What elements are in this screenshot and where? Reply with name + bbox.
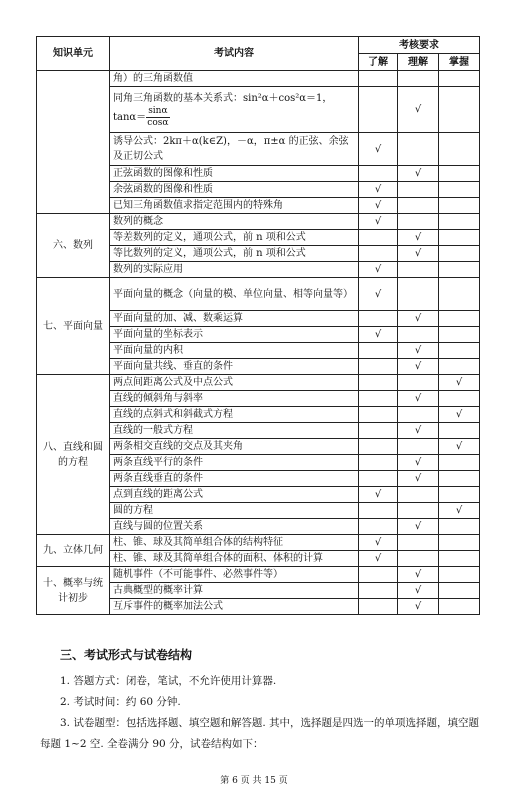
content-cell: 已知三角函数值求指定范围内的特殊角: [110, 198, 359, 214]
header-requirements: 考核要求: [359, 37, 480, 54]
content-cell: 平面向量的坐标表示: [110, 327, 359, 343]
unit-cell: 九、立体几何: [37, 535, 110, 567]
check-cell: [439, 455, 480, 471]
unit-cell: 十、概率与统计初步: [37, 567, 110, 615]
content-cell: 数列的实际应用: [110, 262, 359, 278]
check-cell: [359, 359, 398, 375]
check-cell: [398, 278, 439, 311]
check-mark: √: [398, 311, 439, 327]
check-mark: √: [439, 503, 480, 519]
content-cell: 古典概型的概率计算: [110, 583, 359, 599]
content-cell: 平面向量的内积: [110, 343, 359, 359]
section-title: 三、考试形式与试卷结构: [60, 648, 193, 662]
header-level-understand: 了解: [359, 54, 398, 71]
check-cell: [359, 343, 398, 359]
check-cell: [439, 214, 480, 230]
check-cell: [439, 133, 480, 166]
check-cell: [359, 583, 398, 599]
check-cell: [359, 567, 398, 583]
check-mark: √: [359, 487, 398, 503]
check-mark: √: [398, 567, 439, 583]
check-cell: [359, 166, 398, 182]
content-cell: 等比数列的定义，通项公式，前 n 项和公式: [110, 246, 359, 262]
content-cell: 数列的概念: [110, 214, 359, 230]
check-cell: [398, 535, 439, 551]
content-cell: 直线的倾斜角与斜率: [110, 391, 359, 407]
content-cell: 直线的点斜式和斜截式方程: [110, 407, 359, 423]
check-cell: [398, 439, 439, 455]
check-mark: √: [398, 87, 439, 133]
check-cell: [398, 551, 439, 567]
fraction-numerator: sinα: [148, 105, 168, 116]
syllabus-table: [36, 36, 480, 615]
check-cell: [439, 551, 480, 567]
paragraph-question-types: 3. 试卷题型：包括选择题、填空题和解答题. 其中，选择题是四选一的单项选择题，填空题每题 1~2 空. 全卷满分 90 分，试卷结构如下：: [40, 717, 480, 750]
check-cell: [439, 246, 480, 262]
check-cell: [359, 375, 398, 391]
check-cell: [359, 246, 398, 262]
content-cell: 直线的一般式方程: [110, 423, 359, 439]
check-cell: [398, 375, 439, 391]
check-mark: √: [398, 359, 439, 375]
check-cell: [359, 423, 398, 439]
content-cell: 圆的方程: [110, 503, 359, 519]
check-mark: √: [398, 423, 439, 439]
check-cell: [439, 599, 480, 615]
unit-cell: 七、平面向量: [37, 278, 110, 375]
paragraph-answer-method: 1. 答题方式：闭卷，笔试，不允许使用计算器.: [60, 675, 277, 687]
check-mark: √: [398, 391, 439, 407]
check-mark: √: [359, 133, 398, 166]
table-body: [37, 71, 480, 615]
check-mark: √: [398, 230, 439, 246]
paragraph-exam-time: 2. 考试时间：约 60 分钟.: [60, 696, 181, 708]
check-mark: √: [359, 551, 398, 567]
check-mark: √: [398, 583, 439, 599]
content-cell: 平面向量的概念（向量的模、单位向量、相等向量等）: [110, 278, 359, 311]
check-cell: [359, 471, 398, 487]
check-cell: [439, 71, 480, 87]
check-cell: [439, 535, 480, 551]
content-cell: 两条直线平行的条件: [110, 455, 359, 471]
check-cell: [359, 230, 398, 246]
table-row: [37, 375, 480, 391]
content-cell: 平面向量共线、垂直的条件: [110, 359, 359, 375]
check-mark: √: [398, 166, 439, 182]
content-cell: 柱、锥、球及其简单组合体的面积、体积的计算: [110, 551, 359, 567]
header-level-master: 掌握: [439, 54, 480, 71]
check-cell: [359, 519, 398, 535]
check-cell: [439, 230, 480, 246]
check-cell: [439, 182, 480, 198]
check-cell: [359, 455, 398, 471]
check-cell: [359, 599, 398, 615]
check-cell: [359, 311, 398, 327]
content-cell: 正弦函数的图像和性质: [110, 166, 359, 182]
header-content: 考试内容: [110, 37, 359, 71]
formula-line: 同角三角函数的基本关系式：sin²α＋cos²α＝1，: [113, 92, 333, 104]
table-row: [37, 71, 480, 87]
check-cell: [398, 133, 439, 166]
check-mark: √: [398, 246, 439, 262]
unit-cell: 八、直线和圆的方程: [37, 375, 110, 535]
header-unit: 知识单元: [37, 37, 110, 71]
check-cell: [398, 503, 439, 519]
content-cell: 两条相交直线的交点及其夹角: [110, 439, 359, 455]
check-cell: [439, 262, 480, 278]
check-cell: [398, 327, 439, 343]
check-mark: √: [359, 278, 398, 311]
table-row: [37, 278, 480, 311]
check-cell: [439, 471, 480, 487]
fraction-denominator: cosα: [147, 117, 169, 128]
unit-cell: 六、数列: [37, 214, 110, 278]
check-mark: √: [439, 407, 480, 423]
content-cell: 诱导公式：2kπ＋α(k∈Z)，－α，π±α 的正弦、余弦及正切公式: [110, 133, 359, 166]
check-cell: [439, 519, 480, 535]
fraction: [146, 106, 169, 129]
check-mark: √: [359, 182, 398, 198]
check-cell: [439, 583, 480, 599]
table-row: [37, 214, 480, 230]
check-mark: √: [359, 262, 398, 278]
check-cell: [439, 311, 480, 327]
check-cell: [359, 503, 398, 519]
check-mark: √: [398, 599, 439, 615]
check-mark: √: [439, 375, 480, 391]
content-cell: 点到直线的距离公式: [110, 487, 359, 503]
check-mark: √: [398, 343, 439, 359]
content-cell: 互斥事件的概率加法公式: [110, 599, 359, 615]
content-cell: 两条直线垂直的条件: [110, 471, 359, 487]
check-mark: √: [439, 439, 480, 455]
check-mark: √: [398, 519, 439, 535]
check-cell: [439, 87, 480, 133]
content-cell: [110, 87, 359, 133]
check-cell: [359, 439, 398, 455]
content-cell: 柱、锥、球及其简单组合体的结构特征: [110, 535, 359, 551]
check-mark: √: [398, 455, 439, 471]
check-cell: [359, 407, 398, 423]
content-cell: 随机事件（不可能事件、必然事件等）: [110, 567, 359, 583]
check-cell: [398, 262, 439, 278]
check-cell: [439, 487, 480, 503]
check-cell: [398, 71, 439, 87]
check-mark: √: [359, 327, 398, 343]
content-cell: 直线与圆的位置关系: [110, 519, 359, 535]
check-cell: [439, 198, 480, 214]
check-cell: [398, 407, 439, 423]
check-cell: [439, 423, 480, 439]
check-cell: [439, 166, 480, 182]
content-cell: 平面向量的加、减、数乘运算: [110, 311, 359, 327]
table-row: [37, 535, 480, 551]
check-cell: [439, 327, 480, 343]
check-cell: [439, 278, 480, 311]
check-mark: √: [359, 198, 398, 214]
check-cell: [398, 198, 439, 214]
check-cell: [359, 71, 398, 87]
table-row: [37, 567, 480, 583]
check-cell: [398, 182, 439, 198]
check-cell: [439, 567, 480, 583]
check-cell: [439, 359, 480, 375]
check-mark: √: [359, 535, 398, 551]
check-mark: √: [398, 471, 439, 487]
check-cell: [439, 343, 480, 359]
content-cell: 等差数列的定义，通项公式，前 n 项和公式: [110, 230, 359, 246]
check-mark: √: [359, 214, 398, 230]
unit-cell: [37, 71, 110, 214]
formula-prefix: tanα＝: [113, 111, 147, 123]
page-footer: 第 6 页 共 15 页: [220, 776, 288, 786]
check-cell: [359, 391, 398, 407]
check-cell: [439, 391, 480, 407]
content-cell: 两点间距离公式及中点公式: [110, 375, 359, 391]
check-cell: [398, 487, 439, 503]
check-cell: [398, 214, 439, 230]
check-cell: [359, 87, 398, 133]
content-cell: 角）的三角函数值: [110, 71, 359, 87]
content-cell: 余弦函数的图像和性质: [110, 182, 359, 198]
header-level-comprehend: 理解: [398, 54, 439, 71]
